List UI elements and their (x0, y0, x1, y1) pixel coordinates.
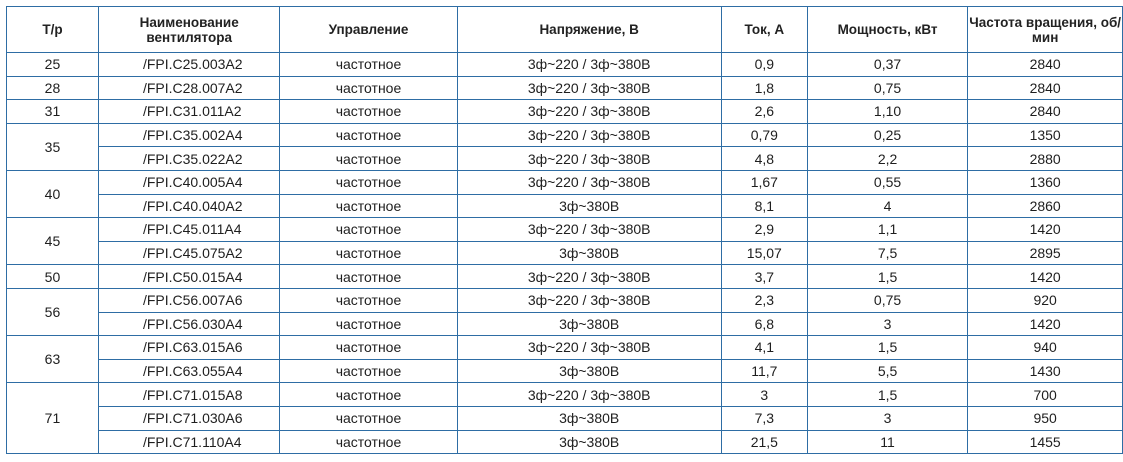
fan-name-cell: /FPI.C35.022A2 (98, 147, 280, 171)
voltage-cell: 3ф~220 / 3ф~380В (457, 288, 721, 312)
rpm-cell: 2840 (968, 76, 1123, 100)
size-cell: 35 (7, 123, 99, 170)
fan-name-cell: /FPI.C56.030A4 (98, 312, 280, 336)
table-row (7, 147, 1123, 171)
rpm-cell: 1420 (968, 265, 1123, 289)
current-cell: 0,79 (721, 123, 807, 147)
header-row (7, 7, 1123, 53)
fan-name-cell: /FPI.C63.015A6 (98, 336, 280, 360)
current-cell: 0,9 (721, 53, 807, 77)
power-cell: 7,5 (807, 241, 968, 265)
table-row (7, 312, 1123, 336)
table-row (7, 218, 1123, 242)
current-cell: 8,1 (721, 194, 807, 218)
current-cell: 11,7 (721, 359, 807, 383)
control-cell: частотное (280, 336, 457, 360)
power-cell: 1,1 (807, 218, 968, 242)
voltage-cell: 3ф~220 / 3ф~380В (457, 218, 721, 242)
table-row (7, 430, 1123, 454)
fan-name-cell: /FPI.C40.005A4 (98, 170, 280, 194)
control-cell: частотное (280, 53, 457, 77)
current-cell: 1,8 (721, 76, 807, 100)
header-power: Мощность, кВт (807, 7, 968, 53)
power-cell: 4 (807, 194, 968, 218)
size-cell: 40 (7, 170, 99, 217)
rpm-cell: 1420 (968, 312, 1123, 336)
table-row (7, 383, 1123, 407)
rpm-cell: 1420 (968, 218, 1123, 242)
power-cell: 1,5 (807, 383, 968, 407)
current-cell: 7,3 (721, 406, 807, 430)
rpm-cell: 920 (968, 288, 1123, 312)
control-cell: частотное (280, 312, 457, 336)
control-cell: частотное (280, 76, 457, 100)
fan-name-cell: /FPI.C35.002A4 (98, 123, 280, 147)
voltage-cell: 3ф~220 / 3ф~380В (457, 265, 721, 289)
voltage-cell: 3ф~220 / 3ф~380В (457, 336, 721, 360)
power-cell: 5,5 (807, 359, 968, 383)
table-row (7, 288, 1123, 312)
control-cell: частотное (280, 241, 457, 265)
rpm-cell: 2880 (968, 147, 1123, 171)
fan-name-cell: /FPI.C25.003A2 (98, 53, 280, 77)
fan-name-cell: /FPI.C50.015A4 (98, 265, 280, 289)
size-cell: 45 (7, 218, 99, 265)
current-cell: 15,07 (721, 241, 807, 265)
fan-name-cell: /FPI.C31.011A2 (98, 100, 280, 124)
current-cell: 1,67 (721, 170, 807, 194)
table-row (7, 336, 1123, 360)
power-cell: 0,55 (807, 170, 968, 194)
rpm-cell: 2840 (968, 100, 1123, 124)
fan-name-cell: /FPI.C28.007A2 (98, 76, 280, 100)
power-cell: 11 (807, 430, 968, 454)
current-cell: 2,3 (721, 288, 807, 312)
voltage-cell: 3ф~220 / 3ф~380В (457, 123, 721, 147)
rpm-cell: 1360 (968, 170, 1123, 194)
power-cell: 0,25 (807, 123, 968, 147)
control-cell: частотное (280, 265, 457, 289)
fan-name-cell: /FPI.C45.075A2 (98, 241, 280, 265)
power-cell: 2,2 (807, 147, 968, 171)
power-cell: 3 (807, 312, 968, 336)
table-row (7, 241, 1123, 265)
fan-name-cell: /FPI.C71.110A4 (98, 430, 280, 454)
current-cell: 4,1 (721, 336, 807, 360)
current-cell: 4,8 (721, 147, 807, 171)
control-cell: частотное (280, 123, 457, 147)
power-cell: 3 (807, 406, 968, 430)
control-cell: частотное (280, 288, 457, 312)
power-cell: 1,5 (807, 265, 968, 289)
power-cell: 0,37 (807, 53, 968, 77)
control-cell: частотное (280, 359, 457, 383)
header-rpm: Частота вращения, об/мин (968, 7, 1123, 53)
rpm-cell: 2895 (968, 241, 1123, 265)
header-current: Ток, А (721, 7, 807, 53)
rpm-cell: 2840 (968, 53, 1123, 77)
fan-specs-table (6, 6, 1123, 454)
control-cell: частотное (280, 100, 457, 124)
table-row (7, 265, 1123, 289)
rpm-cell: 1350 (968, 123, 1123, 147)
current-cell: 2,6 (721, 100, 807, 124)
table-row (7, 53, 1123, 77)
control-cell: частотное (280, 383, 457, 407)
current-cell: 2,9 (721, 218, 807, 242)
current-cell: 3,7 (721, 265, 807, 289)
fan-name-cell: /FPI.C71.030A6 (98, 406, 280, 430)
control-cell: частотное (280, 147, 457, 171)
rpm-cell: 700 (968, 383, 1123, 407)
table-row (7, 100, 1123, 124)
table-row (7, 406, 1123, 430)
table-row (7, 76, 1123, 100)
power-cell: 0,75 (807, 288, 968, 312)
header-voltage: Напряжение, В (457, 7, 721, 53)
size-cell: 63 (7, 336, 99, 383)
header-control: Управление (280, 7, 457, 53)
size-cell: 50 (7, 265, 99, 289)
table-row (7, 194, 1123, 218)
fan-name-cell: /FPI.C63.055A4 (98, 359, 280, 383)
rpm-cell: 940 (968, 336, 1123, 360)
fan-name-cell: /FPI.C45.011A4 (98, 218, 280, 242)
control-cell: частотное (280, 194, 457, 218)
table-header (7, 7, 1123, 53)
voltage-cell: 3ф~380В (457, 406, 721, 430)
table-row (7, 359, 1123, 383)
size-cell: 25 (7, 53, 99, 77)
power-cell: 1,5 (807, 336, 968, 360)
voltage-cell: 3ф~380В (457, 194, 721, 218)
fan-name-cell: /FPI.C71.015A8 (98, 383, 280, 407)
voltage-cell: 3ф~380В (457, 241, 721, 265)
fan-name-cell: /FPI.C40.040A2 (98, 194, 280, 218)
size-cell: 71 (7, 383, 99, 454)
voltage-cell: 3ф~220 / 3ф~380В (457, 53, 721, 77)
rpm-cell: 950 (968, 406, 1123, 430)
control-cell: частотное (280, 218, 457, 242)
table-body (7, 53, 1123, 454)
size-cell: 56 (7, 288, 99, 335)
voltage-cell: 3ф~380В (457, 312, 721, 336)
voltage-cell: 3ф~220 / 3ф~380В (457, 147, 721, 171)
voltage-cell: 3ф~220 / 3ф~380В (457, 76, 721, 100)
size-cell: 31 (7, 100, 99, 124)
current-cell: 3 (721, 383, 807, 407)
rpm-cell: 1455 (968, 430, 1123, 454)
voltage-cell: 3ф~220 / 3ф~380В (457, 383, 721, 407)
control-cell: частотное (280, 406, 457, 430)
rpm-cell: 1430 (968, 359, 1123, 383)
voltage-cell: 3ф~380В (457, 359, 721, 383)
current-cell: 21,5 (721, 430, 807, 454)
fan-name-cell: /FPI.C56.007A6 (98, 288, 280, 312)
voltage-cell: 3ф~220 / 3ф~380В (457, 170, 721, 194)
power-cell: 0,75 (807, 76, 968, 100)
table-row (7, 170, 1123, 194)
table-container (6, 6, 1123, 454)
rpm-cell: 2860 (968, 194, 1123, 218)
size-cell: 28 (7, 76, 99, 100)
voltage-cell: 3ф~220 / 3ф~380В (457, 100, 721, 124)
header-size: Т/р (7, 7, 99, 53)
power-cell: 1,10 (807, 100, 968, 124)
control-cell: частотное (280, 170, 457, 194)
control-cell: частотное (280, 430, 457, 454)
current-cell: 6,8 (721, 312, 807, 336)
header-fan-name: Наименование вентилятора (98, 7, 280, 53)
table-row (7, 123, 1123, 147)
voltage-cell: 3ф~380В (457, 430, 721, 454)
